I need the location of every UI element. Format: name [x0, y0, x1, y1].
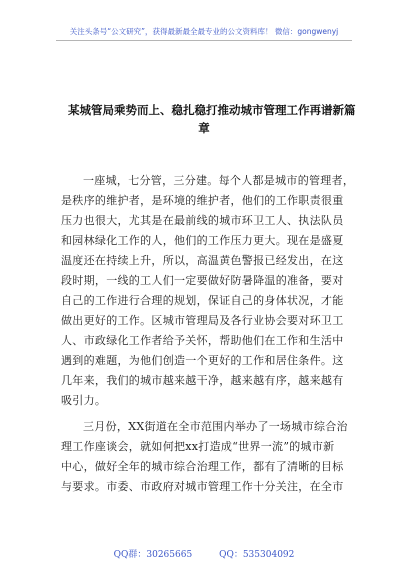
paragraph-line: 是秩序的维护者，是环境的维护者，他们的工作职责很重 [61, 194, 344, 207]
header-divider [56, 40, 352, 41]
paragraph-line: 吸引力。 [61, 394, 107, 407]
document-title-line2: 章 [198, 121, 210, 135]
paragraph-line: 自己的工作进行合理的规划，保证自己的身体状况，才能 [61, 294, 344, 307]
footer-qq: QQ：535304092 [219, 550, 295, 560]
paragraph-line: 中心，做好全年的城市综合治理工作，都有了清晰的目标 [61, 460, 344, 473]
paragraph-line: 理工作座谈会，就如何把xx打造成“世界一流”的城市新 [61, 440, 335, 453]
paragraph-line: 几年来，我们的城市越来越干净，越来越有序，越来越有 [61, 374, 344, 387]
paragraph-line: 压力也很大，尤其是在最前线的城市环卫工人、执法队员 [61, 214, 344, 227]
paragraph-line: 一座城，七分管，三分建。每个人都是城市的管理者， [83, 174, 355, 187]
paragraph-line: 温度还在持续上升，所以，高温黄色警报已经发出，在这 [61, 254, 344, 267]
paragraph-line: 遇到的难题，为他们创造一个更好的工作和居住条件。这 [61, 354, 344, 367]
paragraph-line: 段时期，一线的工人们一定要做好防暑降温的准备，要对 [61, 274, 344, 287]
paragraph-line: 做出更好的工作。区城市管理局及各行业协会要对环卫工 [61, 314, 344, 327]
footer-contact [0, 547, 408, 560]
document-title-line1: 某城管局乘势而上、稳扎稳打推动城市管理工作再谱新篇 [68, 103, 356, 117]
header-note: 关注头条号“公文研究”，获得最新最全最专业的公文资料库！ 微信：gongwenyj [69, 27, 339, 36]
paragraph-line: 与要求。市委、市政府对城市管理工作十分关注，在全市 [61, 480, 344, 493]
paragraph-line: 人、市政绿化工作者给予关怀，帮助他们在工作和生活中 [61, 334, 344, 347]
paragraph-line: 和园林绿化工作的人，他们的工作压力更大。现在是盛夏 [61, 234, 344, 247]
paragraph-line: 三月份，XX街道在全市范围内举办了一场城市综合治 [83, 420, 348, 433]
footer-qq-group: QQ群：30265665 [113, 550, 193, 560]
